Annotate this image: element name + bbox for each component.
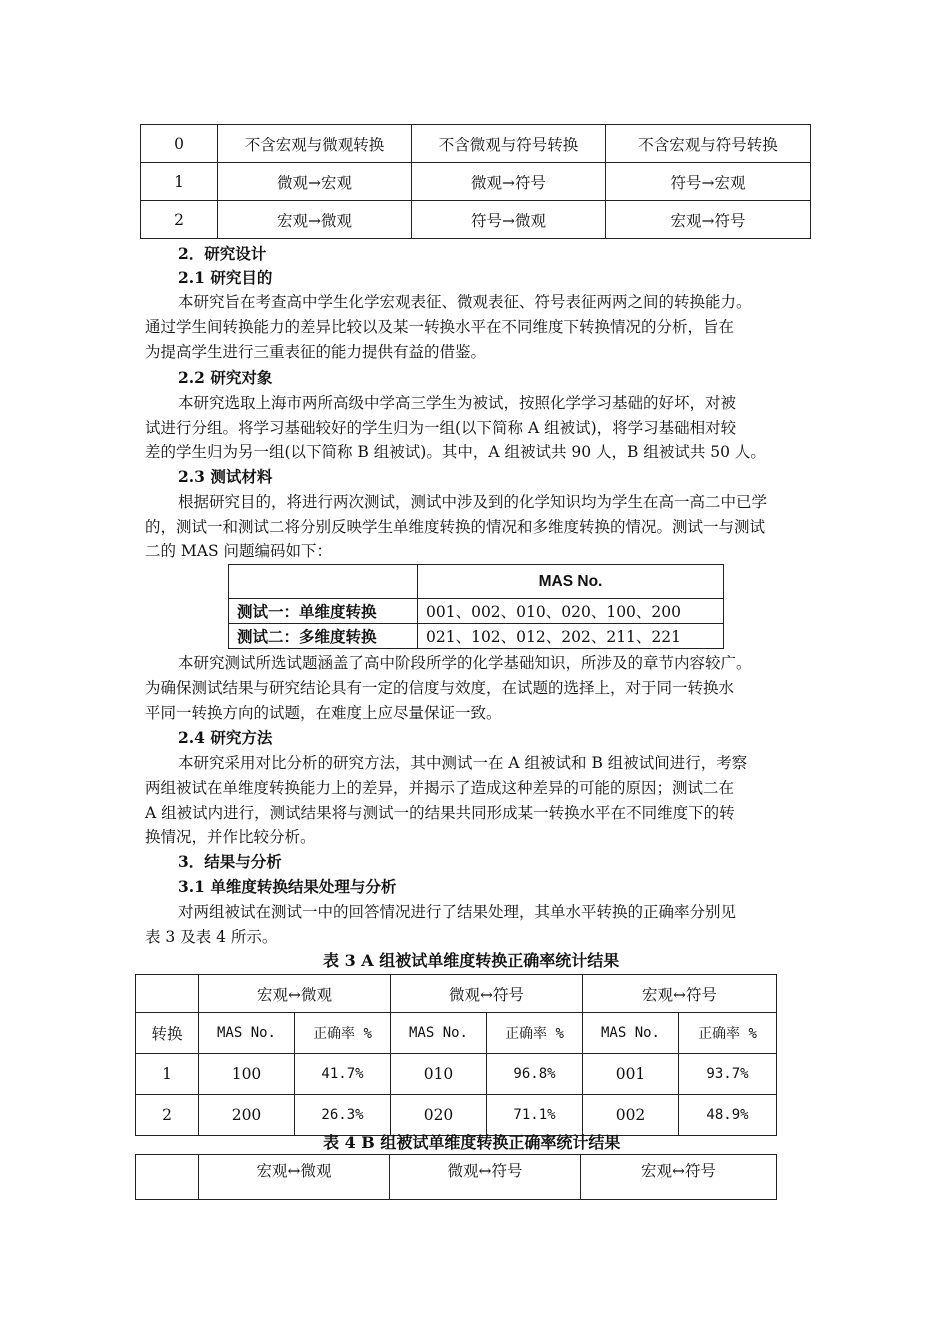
table-row-label: 测试二：多维度转换	[229, 624, 418, 649]
table-cell: 001	[583, 1054, 679, 1095]
table-cell: 010	[391, 1054, 487, 1095]
paragraph-line: A 组被试内进行，测试结果将与测试一的结果共同形成某一转换水平在不同维度下的转	[145, 804, 735, 822]
table-cell: 93.7%	[679, 1054, 777, 1095]
table-header-cell: 宏观↔符号	[581, 1155, 777, 1200]
table-row	[229, 624, 724, 649]
table-row	[141, 125, 811, 163]
paragraph-line: 的，测试一和测试二将分别反映学生单维度转换的情况和多维度转换的情况。测试一与测试	[145, 518, 766, 536]
table-header-cell: 宏观↔符号	[583, 975, 777, 1013]
table-cell: 020	[391, 1095, 487, 1136]
table-header-cell: 正确率 %	[295, 1013, 391, 1054]
table-cell: 1	[136, 1054, 199, 1095]
table-header-cell: MAS No.	[391, 1013, 487, 1054]
table-row	[136, 1013, 777, 1054]
table-cell: 不含微观与符号转换	[412, 125, 606, 163]
paragraph-line: 差的学生归为另一组(以下简称 B 组被试)。其中，A 组被试共 90 人，B 组被试共 50 人。	[145, 443, 766, 461]
table-row-label: 测试一：单维度转换	[229, 599, 418, 624]
table-header-cell: 微观↔符号	[391, 975, 583, 1013]
table-cell: 71.1%	[487, 1095, 583, 1136]
table-cell: 001、002、010、020、100、200	[418, 599, 724, 624]
table-cell: 200	[199, 1095, 295, 1136]
paragraph-line: 换情况，并作比较分析。	[145, 828, 316, 846]
table-cell	[229, 565, 418, 599]
table-header-cell: MAS No.	[199, 1013, 295, 1054]
table-header-cell: 宏观↔微观	[199, 975, 391, 1013]
paragraph-line: 为提高学生进行三重表征的能力提供有益的借鉴。	[145, 343, 487, 361]
table-cell: 021、102、012、202、211、221	[418, 624, 724, 649]
subsection-heading: 2.1 研究目的	[178, 268, 273, 287]
table-header-cell: 宏观↔微观	[199, 1155, 390, 1200]
paragraph-line: 为确保测试结果与研究结论具有一定的信度与效度，在试题的选择上，对于同一转换水	[145, 679, 735, 697]
table-row	[141, 201, 811, 239]
paragraph-line: 试进行分组。将学习基础较好的学生归为一组(以下简称 A 组被试)，将学习基础相对较	[145, 419, 737, 437]
table-row	[229, 599, 724, 624]
table-cell: 1	[141, 163, 218, 201]
table-header-cell: MAS No.	[418, 565, 724, 599]
paragraph-line: 两组被试在单维度转换能力上的差异，并揭示了造成这种差异的可能的原因；测试二在	[145, 779, 735, 797]
subsection-heading: 2.4 研究方法	[178, 728, 273, 747]
table-cell: 宏观→微观	[218, 201, 412, 239]
section-heading: 2．研究设计	[178, 244, 267, 263]
table-header-cell: 正确率 %	[679, 1013, 777, 1054]
table-cell: 2	[136, 1095, 199, 1136]
table-cell: 宏观→符号	[606, 201, 811, 239]
paragraph-line: 本研究测试所选试题涵盖了高中阶段所学的化学基础知识，所涉及的章节内容较广。	[178, 654, 752, 672]
table-row	[136, 1095, 777, 1136]
paragraph-line: 二的 MAS 问题编码如下：	[145, 542, 333, 560]
subsection-heading: 2.2 研究对象	[178, 368, 273, 387]
table-cell: 0	[141, 125, 218, 163]
table-cell: 微观→符号	[412, 163, 606, 201]
paragraph-line: 表 3 及表 4 所示。	[145, 928, 278, 946]
table-cell: 微观→宏观	[218, 163, 412, 201]
paragraph-line: 通过学生间转换能力的差异比较以及某一转换水平在不同维度下转换情况的分析，旨在	[145, 318, 735, 336]
table-row	[229, 565, 724, 599]
table-header-cell: 正确率 %	[487, 1013, 583, 1054]
table-cell: 符号→微观	[412, 201, 606, 239]
table-caption: 表 3 A 组被试单维度转换正确率统计结果	[323, 951, 620, 970]
table-header-cell: 微观↔符号	[390, 1155, 581, 1200]
mas-code-table	[228, 564, 724, 649]
table-cell: 符号→宏观	[606, 163, 811, 201]
table-header-cell: MAS No.	[583, 1013, 679, 1054]
table-row	[136, 975, 777, 1013]
conversion-level-table	[140, 124, 811, 239]
subsection-heading: 2.3 测试材料	[178, 467, 273, 486]
table-row	[136, 1155, 777, 1200]
table-row	[141, 163, 811, 201]
table-cell	[136, 975, 199, 1013]
subsection-heading: 3.1 单维度转换结果处理与分析	[178, 877, 397, 896]
paragraph-line: 平同一转换方向的试题，在难度上应尽量保证一致。	[145, 704, 502, 722]
table-cell: 48.9%	[679, 1095, 777, 1136]
table-cell: 41.7%	[295, 1054, 391, 1095]
paragraph-line: 根据研究目的，将进行两次测试，测试中涉及到的化学知识均为学生在高一高二中已学	[178, 493, 768, 511]
table-caption: 表 4 B 组被试单维度转换正确率统计结果	[323, 1133, 621, 1152]
section-heading: 3．结果与分析	[178, 852, 282, 871]
table-cell: 不含宏观与符号转换	[606, 125, 811, 163]
table-cell: 100	[199, 1054, 295, 1095]
paragraph-line: 本研究采用对比分析的研究方法，其中测试一在 A 组被试和 B 组被试间进行，考察	[178, 754, 748, 772]
group-a-accuracy-table	[135, 974, 777, 1136]
table-cell: 96.8%	[487, 1054, 583, 1095]
table-cell: 26.3%	[295, 1095, 391, 1136]
paragraph-line: 对两组被试在测试一中的回答情况进行了结果处理，其单水平转换的正确率分别见	[178, 903, 737, 921]
table-cell	[136, 1155, 199, 1200]
group-b-accuracy-table	[135, 1154, 777, 1200]
paragraph-line: 本研究旨在考查高中学生化学宏观表征、微观表征、符号表征两两之间的转换能力。	[178, 293, 752, 311]
table-cell: 2	[141, 201, 218, 239]
paragraph-line: 本研究选取上海市两所高级中学高三学生为被试，按照化学学习基础的好坏，对被	[178, 394, 737, 412]
table-cell: 002	[583, 1095, 679, 1136]
table-cell: 不含宏观与微观转换	[218, 125, 412, 163]
table-row-label: 转换	[136, 1013, 199, 1054]
table-row	[136, 1054, 777, 1095]
